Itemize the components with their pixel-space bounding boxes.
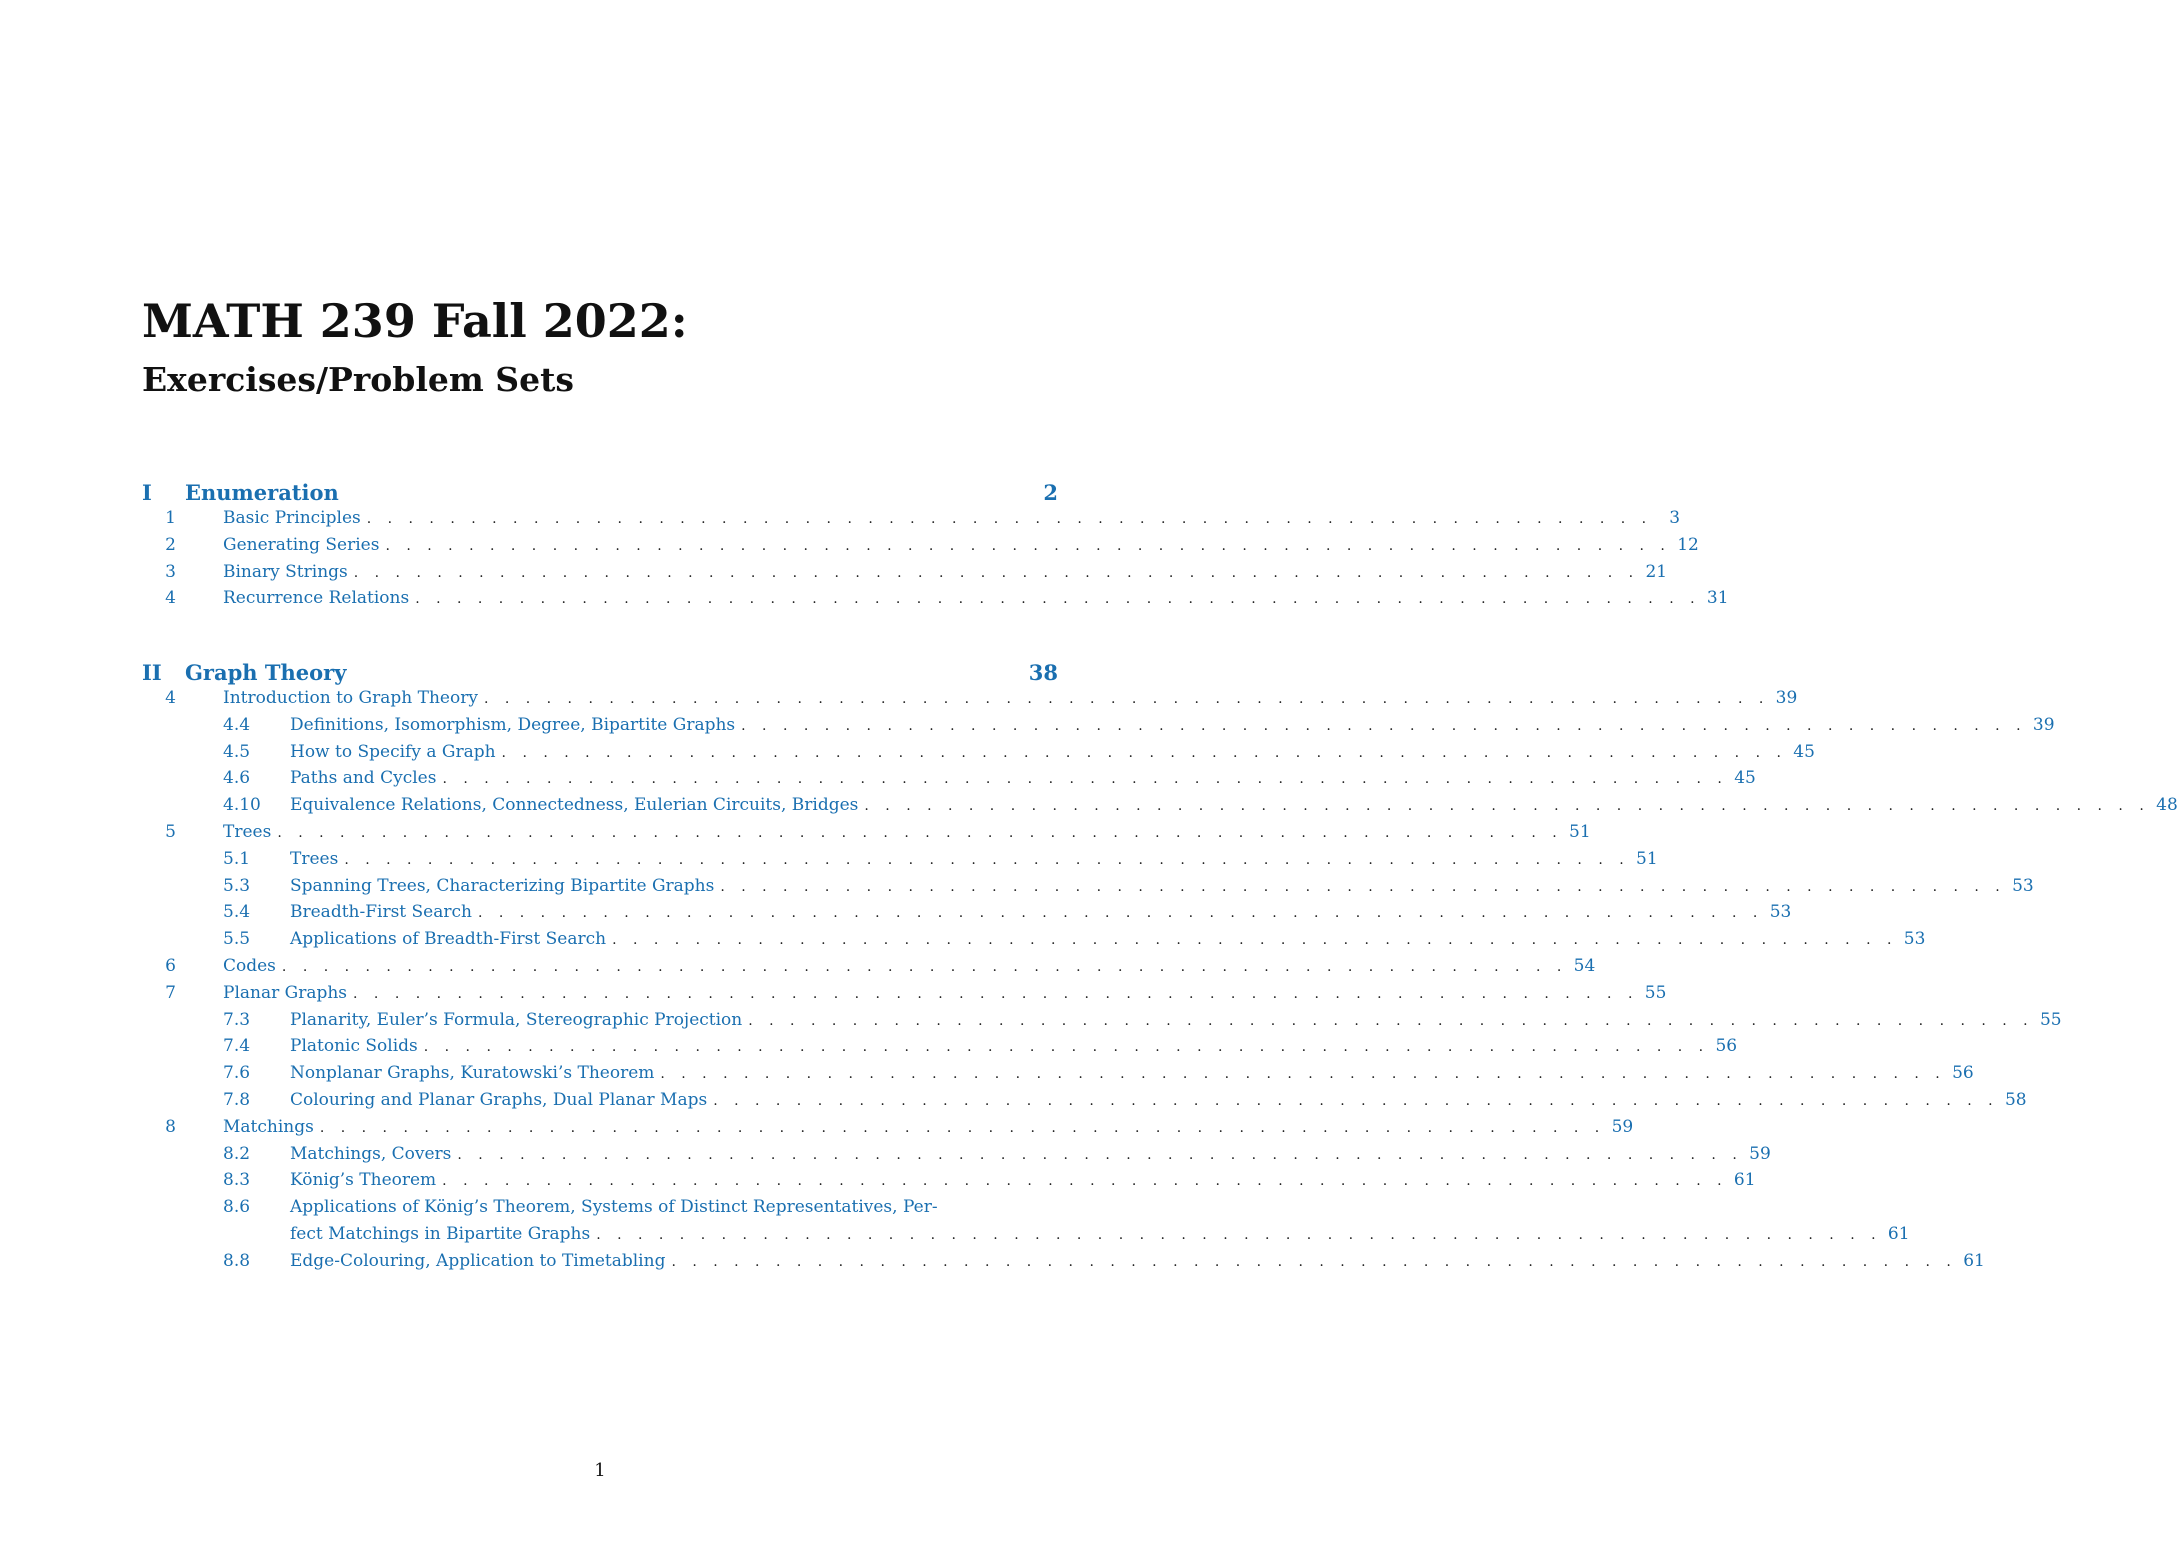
entry-label: Platonic Solids (290, 1036, 418, 1057)
entry-label: Edge-Colouring, Application to Timetabling (290, 1250, 666, 1271)
entry-label-continued: fect Matchings in Bipartite Graphs (290, 1223, 591, 1244)
entry-page: 55 (1644, 982, 1667, 1003)
entry-page: 51 (1636, 848, 1658, 869)
entry-page: 48 (2156, 795, 2178, 816)
leader-dots: . . . . . . . . . . . . . . . . . . . . . . . . . . . . . . . . . . . . . . . . . . . . . . . . . . . . . . . . . . . . . . (457, 1146, 1743, 1163)
entry-number: 7.8 (223, 1089, 251, 1110)
leader-dots: . . . . . . . . . . . . . . . . . . . . . . . . . . . . . . . . . . . . . . . . . . . . . . . . . . . . . . . . . . . . . . (612, 932, 1898, 949)
toc-entry[interactable] (142, 561, 1668, 589)
entry-page: 53 (1903, 929, 1926, 950)
leader-dots: . . . . . . . . . . . . . . . . . . . . . . . . . . . . . . . . . . . . . . . . . . . . . . . . . . . . . . . . . . . . . . (344, 851, 1630, 868)
leader-dots: . . . . . . . . . . . . . . . . . . . . . . . . . . . . . . . . . . . . . . . . . . . . . . . . . . . . . . . . . . . . . . (366, 511, 1653, 527)
toc-subentry[interactable] (142, 741, 1815, 769)
entry-page: 59 (1611, 1116, 1634, 1137)
leader-dots: . . . . . . . . . . . . . . . . . . . . . . . . . . . . . . . . . . . . . . . . . . . . . . . . . . . . . . . . . . . . . . (281, 958, 1568, 975)
entry-number: 8.3 (223, 1170, 251, 1191)
entry-label: Recurrence Relations (223, 588, 410, 609)
toc-entry[interactable] (142, 821, 1591, 849)
entry-page: 3 (1669, 508, 1681, 528)
toc-entry[interactable] (142, 508, 1681, 535)
part-page: 38 (1028, 660, 1058, 685)
entry-page: 39 (1775, 688, 1798, 708)
document-title: MATH 239 Fall 2022: (142, 294, 688, 348)
part-page: 2 (1043, 480, 1058, 505)
part-title: Enumeration (185, 480, 339, 505)
entry-number: 5.1 (223, 848, 251, 869)
toc-entry[interactable] (142, 982, 1667, 1010)
entry-label: Applications of König’s Theorem, Systems of Distinct Representatives, Per- (290, 1197, 938, 1218)
entry-page: 61 (1733, 1170, 1756, 1191)
toc-entry[interactable] (142, 955, 1596, 983)
toc-subentry[interactable] (142, 1170, 1756, 1197)
part-title: Graph Theory (185, 660, 347, 685)
entry-number: 4 (165, 588, 176, 609)
entry-page: 53 (1769, 902, 1792, 923)
entry-label: Spanning Trees, Characterizing Bipartite Graphs (290, 875, 715, 896)
entry-number: 7.3 (223, 1009, 251, 1030)
entry-number: 2 (165, 534, 176, 555)
entry-page: 51 (1569, 821, 1591, 842)
entry-number: 1 (165, 508, 176, 528)
toc-subentry[interactable] (142, 714, 2055, 742)
entry-page: 61 (1963, 1250, 1985, 1271)
entry-label: Generating Series (223, 534, 380, 555)
entry-label: Applications of Breadth-First Search (290, 929, 607, 950)
toc-subentry[interactable] (142, 1063, 1974, 1090)
entry-page: 61 (1887, 1223, 1910, 1244)
entry-label: Binary Strings (223, 561, 348, 582)
toc-subentry[interactable] (142, 1197, 1058, 1224)
toc-subentry[interactable] (142, 1009, 2062, 1037)
entry-label: Breadth-First Search (290, 902, 472, 923)
entry-number: 4.5 (223, 741, 251, 762)
entry-page: 21 (1645, 561, 1668, 582)
leader-dots: . . . . . . . . . . . . . . . . . . . . . . . . . . . . . . . . . . . . . . . . . . . . . . . . . . . . . . . . . . . . . . (501, 744, 1787, 761)
entry-number: 5 (165, 821, 176, 842)
entry-label: Planar Graphs (223, 982, 348, 1003)
leader-dots: . . . . . . . . . . . . . . . . . . . . . . . . . . . . . . . . . . . . . . . . . . . . . . . . . . . . . . . . . . . . . . (353, 564, 1640, 581)
entry-label: Definitions, Isomorphism, Degree, Bipartite Graphs (290, 714, 736, 735)
entry-number: 4.10 (223, 795, 261, 816)
entry-number: 7.4 (223, 1036, 251, 1057)
entry-page: 12 (1677, 534, 1699, 555)
part-number: I (142, 480, 152, 505)
part-number: II (142, 660, 162, 685)
entry-number: 4.6 (223, 768, 251, 789)
entry-page: 45 (1793, 741, 1815, 762)
leader-dots: . . . . . . . . . . . . . . . . . . . . . . . . . . . . . . . . . . . . . . . . . . . . . . . . . . . . . . . . . . . . . . (415, 591, 1701, 608)
entry-number: 6 (165, 955, 176, 976)
entry-page: 59 (1749, 1143, 1771, 1164)
entry-label: Nonplanar Graphs, Kuratowski’s Theorem (290, 1063, 655, 1084)
entry-number: 8 (165, 1116, 176, 1137)
toc-subentry[interactable] (142, 875, 2034, 903)
entry-page: 55 (2039, 1009, 2062, 1030)
entry-label: How to Specify a Graph (290, 741, 496, 762)
entry-number: 5.4 (223, 902, 251, 923)
entry-page: 58 (2004, 1089, 2027, 1110)
leader-dots: . . . . . . . . . . . . . . . . . . . . . . . . . . . . . . . . . . . . . . . . . . . . . . . . . . . . . . . . . . . . . . (741, 717, 2027, 734)
entry-label: Codes (223, 955, 276, 976)
entry-page: 56 (1952, 1063, 1974, 1084)
entry-number: 8.8 (223, 1250, 251, 1271)
entry-number: 5.5 (223, 929, 251, 950)
toc-entry[interactable] (142, 688, 1798, 715)
entry-label: Colouring and Planar Graphs, Dual Planar Maps (290, 1089, 708, 1110)
toc-part-heading[interactable] (142, 480, 1058, 508)
leader-dots: . . . . . . . . . . . . . . . . . . . . . . . . . . . . . . . . . . . . . . . . . . . . . . . . . . . . . . . . . . . . . . (720, 878, 2006, 895)
entry-label: König’s Theorem (290, 1170, 437, 1191)
toc-part-heading[interactable] (142, 660, 1058, 688)
toc-part-2 (142, 660, 2178, 1278)
leader-dots: . . . . . . . . . . . . . . . . . . . . . . . . . . . . . . . . . . . . . . . . . . . . . . . . . . . . . . . . . . . . . . (319, 1119, 1606, 1136)
leader-dots: . . . . . . . . . . . . . . . . . . . . . . . . . . . . . . . . . . . . . . . . . . . . . . . . . . . . . . . . . . . . . . (442, 1173, 1728, 1190)
entry-label: Trees (223, 821, 272, 842)
toc-subentry[interactable] (142, 929, 1926, 956)
leader-dots: . . . . . . . . . . . . . . . . . . . . . . . . . . . . . . . . . . . . . . . . . . . . . . . . . . . . . . . . . . . . . . (864, 798, 2150, 815)
entry-number: 4 (165, 688, 176, 708)
leader-dots: . . . . . . . . . . . . . . . . . . . . . . . . . . . . . . . . . . . . . . . . . . . . . . . . . . . . . . . . . . . . . . (671, 1253, 1957, 1270)
entry-number: 8.2 (223, 1143, 251, 1164)
leader-dots: . . . . . . . . . . . . . . . . . . . . . . . . . . . . . . . . . . . . . . . . . . . . . . . . . . . . . . . . . . . . . . (385, 537, 1671, 554)
leader-dots: . . . . . . . . . . . . . . . . . . . . . . . . . . . . . . . . . . . . . . . . . . . . . . . . . . . . . . . . . . . . . . (353, 985, 1639, 1002)
entry-label: Trees (290, 848, 339, 869)
entry-page: 56 (1715, 1036, 1738, 1057)
toc-subentry[interactable] (142, 902, 1792, 929)
entry-number: 7.6 (223, 1063, 251, 1084)
toc-subentry[interactable] (142, 1089, 2027, 1117)
entry-label: Introduction to Graph Theory (223, 688, 478, 708)
leader-dots: . . . . . . . . . . . . . . . . . . . . . . . . . . . . . . . . . . . . . . . . . . . . . . . . . . . . . . . . . . . . . . (442, 771, 1728, 788)
leader-dots: . . . . . . . . . . . . . . . . . . . . . . . . . . . . . . . . . . . . . . . . . . . . . . . . . . . . . . . . . . . . . . (483, 691, 1770, 707)
entry-number: 3 (165, 561, 176, 582)
entry-page: 45 (1734, 768, 1756, 789)
toc-subentry-continuation[interactable] (142, 1223, 1910, 1251)
toc-subentry[interactable] (142, 1143, 1771, 1171)
leader-dots: . . . . . . . . . . . . . . . . . . . . . . . . . . . . . . . . . . . . . . . . . . . . . . . . . . . . . . . . . . . . . . (713, 1092, 1999, 1109)
entry-number: 8.6 (223, 1197, 251, 1218)
entry-label: Basic Principles (223, 508, 361, 528)
toc-entry[interactable] (142, 588, 1729, 615)
leader-dots: . . . . . . . . . . . . . . . . . . . . . . . . . . . . . . . . . . . . . . . . . . . . . . . . . . . . . . . . . . . . . . (596, 1226, 1882, 1243)
toc-subentry[interactable] (142, 795, 2178, 822)
toc-entry[interactable] (142, 534, 1699, 562)
entry-label: Equivalence Relations, Connectedness, Eulerian Circuits, Bridges (290, 795, 859, 816)
entry-page: 53 (2012, 875, 2034, 896)
entry-label: Paths and Cycles (290, 768, 437, 789)
entry-label: Matchings, Covers (290, 1143, 452, 1164)
toc-subentry[interactable] (142, 1036, 1738, 1063)
toc-entry[interactable] (142, 1116, 1634, 1144)
toc-subentry[interactable] (142, 848, 1658, 876)
leader-dots: . . . . . . . . . . . . . . . . . . . . . . . . . . . . . . . . . . . . . . . . . . . . . . . . . . . . . . . . . . . . . . (477, 905, 1764, 922)
leader-dots: . . . . . . . . . . . . . . . . . . . . . . . . . . . . . . . . . . . . . . . . . . . . . . . . . . . . . . . . . . . . . . (423, 1039, 1710, 1056)
toc-part-1 (142, 480, 1729, 615)
entry-page: 31 (1706, 588, 1729, 609)
leader-dots: . . . . . . . . . . . . . . . . . . . . . . . . . . . . . . . . . . . . . . . . . . . . . . . . . . . . . . . . . . . . . . (277, 824, 1563, 841)
toc-subentry[interactable] (142, 768, 1756, 795)
page-number: 1 (594, 1460, 606, 1481)
entry-number: 7 (165, 982, 176, 1003)
entry-number: 4.4 (223, 714, 251, 735)
entry-label: Planarity, Euler’s Formula, Stereographic Projection (290, 1009, 743, 1030)
leader-dots: . . . . . . . . . . . . . . . . . . . . . . . . . . . . . . . . . . . . . . . . . . . . . . . . . . . . . . . . . . . . . . (748, 1012, 2034, 1029)
leader-dots: . . . . . . . . . . . . . . . . . . . . . . . . . . . . . . . . . . . . . . . . . . . . . . . . . . . . . . . . . . . . . . (660, 1066, 1946, 1083)
entry-label: Matchings (223, 1116, 314, 1137)
entry-number: 5.3 (223, 875, 251, 896)
document-subtitle: Exercises/Problem Sets (142, 360, 574, 399)
entry-page: 39 (2032, 714, 2055, 735)
entry-page: 54 (1573, 955, 1596, 976)
toc-subentry[interactable] (142, 1250, 1985, 1278)
